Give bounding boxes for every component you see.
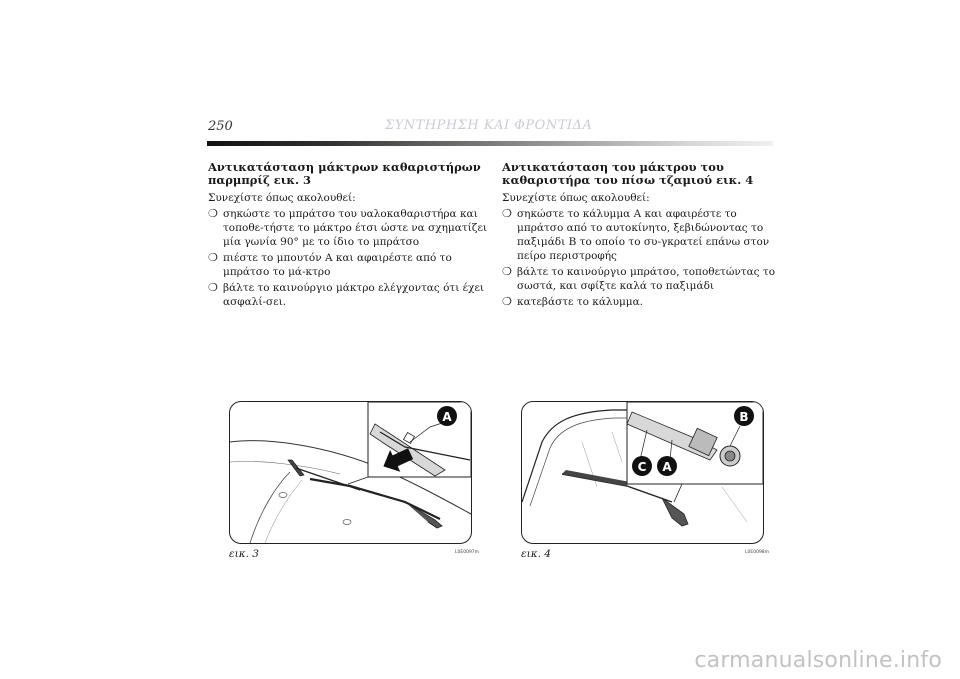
callout-a-label: A <box>442 410 452 424</box>
bullet-icon: ❍ <box>208 207 218 220</box>
figure-4-caption: εικ. 4 <box>521 548 551 560</box>
chapter-title: ΣΥΝΤΗΡΗΣΗ ΚΑΙ ΦΡΟΝΤΙΔΑ <box>385 118 593 133</box>
list-item: ❍ πιέστε το μπουτόν A και αφαιρέστε από το μπράτσο το μά-κτρο <box>208 251 452 278</box>
page-number: 250 <box>208 119 233 134</box>
list-item: ❍ βάλτε το καινούργιο μάκτρο ελέγχοντας ότι έχει ασφαλί-σει. <box>208 281 485 308</box>
bullet-icon: ❍ <box>502 295 512 308</box>
left-section-intro: Συνεχίστε όπως ακολουθεί: <box>208 192 356 204</box>
rear-wiper-drawing <box>522 402 763 543</box>
bullet-icon: ❍ <box>502 207 512 220</box>
header-rule <box>207 141 773 146</box>
bullet-icon: ❍ <box>502 265 512 278</box>
bullet-icon: ❍ <box>208 251 218 264</box>
left-section <box>208 161 488 311</box>
callout-a-label: A <box>662 460 672 474</box>
figure-4-illustration <box>521 401 764 544</box>
left-steps-list <box>208 207 488 309</box>
list-item: ❍ σηκώστε το μπράτσο του υαλοκαθαριστήρα και τοποθε-τήστε το μάκτρο έτσι ώστε να σχηματίζει μία γωνία 90° με το ίδιο το μπράτσο <box>208 207 488 248</box>
right-steps-list <box>502 207 782 309</box>
list-item: ❍ κατεβάστε το κάλυμμα. <box>502 295 644 308</box>
figure-4-code: L0E0098m <box>745 550 770 555</box>
callout-c-label: C <box>637 460 647 474</box>
figure-3-caption: εικ. 3 <box>229 548 259 560</box>
list-item: ❍ βάλτε το καινούργιο μπράτσο, τοποθετώντας το σωστά, και σφίξτε καλά το παξιμάδι <box>502 265 776 292</box>
callout-b-label: B <box>739 410 749 424</box>
right-section <box>502 161 782 311</box>
bullet-icon: ❍ <box>208 281 218 294</box>
list-item: ❍ σηκώστε το κάλυμμα A και αφαιρέστε το μπράτσο από το αυτοκίνητο, ξεβιδώνοντας το παξιμάδι B το οποίο το συ-γκρατεί επάνω στον πείρο περιστροφής <box>502 207 770 262</box>
right-section-intro: Συνεχίστε όπως ακολουθεί: <box>502 192 650 204</box>
figure-3-code: L0E0097m <box>455 550 480 555</box>
watermark-text: carmanualsonline.info <box>694 648 942 673</box>
left-section-title: Αντικατάσταση μάκτρων καθαριστήρων παρμπρίζ εικ. 3 <box>208 160 481 187</box>
right-section-title: Αντικατάσταση του μάκτρου του καθαριστήρα του πίσω τζαμιού εικ. 4 <box>502 160 754 187</box>
windscreen-wiper-drawing <box>230 402 471 543</box>
figure-3-illustration <box>229 401 472 544</box>
